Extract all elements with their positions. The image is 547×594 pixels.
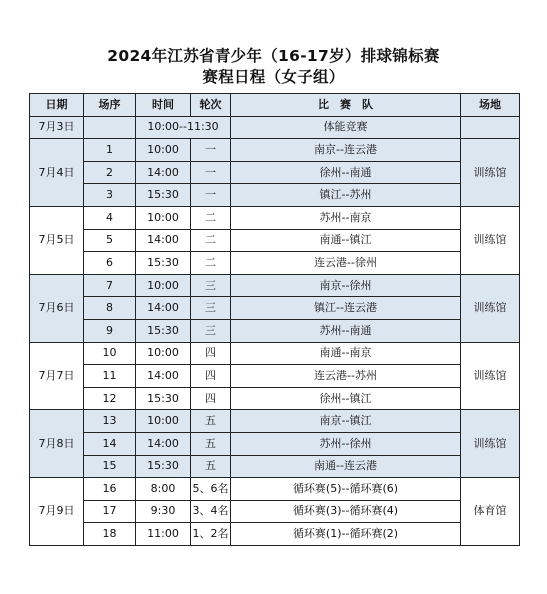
match-round-cell: 五: [191, 455, 231, 478]
day-venue-cell: 训练馆: [461, 139, 520, 207]
match-teams-cell: 徐州--南通: [231, 161, 461, 184]
match-time-cell: 14:00: [136, 432, 191, 455]
match-time-cell: 10:00: [136, 139, 191, 162]
intro-row: [30, 116, 520, 139]
match-round-cell: 一: [191, 139, 231, 162]
match-teams-cell: 镇江--苏州: [231, 184, 461, 207]
match-teams-cell: 循环赛(1)--循环赛(2): [231, 523, 461, 546]
match-no-cell: 8: [84, 297, 136, 320]
document-subtitle: 赛程日程（女子组）: [202, 68, 345, 86]
match-no-cell: 2: [84, 161, 136, 184]
match-no-cell: 10: [84, 342, 136, 365]
match-time-cell: 11:00: [136, 523, 191, 546]
match-teams-cell: 连云港--徐州: [231, 252, 461, 275]
table-row: [30, 184, 520, 207]
match-no-cell: 5: [84, 229, 136, 252]
match-teams-cell: 循环赛(5)--循环赛(6): [231, 478, 461, 501]
table-row: [30, 455, 520, 478]
match-no-cell: 13: [84, 410, 136, 433]
table-row: [30, 252, 520, 275]
match-no-cell: 17: [84, 500, 136, 523]
schedule-table: [29, 93, 520, 546]
match-time-cell: 10:00: [136, 410, 191, 433]
match-time-cell: 10:00: [136, 342, 191, 365]
bottom-fade: [0, 548, 547, 594]
intro-event: 体能竞赛: [231, 116, 461, 139]
match-round-cell: 四: [191, 365, 231, 388]
header-match-no: 场序: [84, 94, 136, 117]
match-teams-cell: 苏州--南通: [231, 319, 461, 342]
match-time-cell: 8:00: [136, 478, 191, 501]
intro-date: 7月3日: [30, 116, 84, 139]
intro-venue-empty: [461, 116, 520, 139]
day-date-cell: 7月4日: [30, 139, 84, 207]
match-time-cell: 15:30: [136, 455, 191, 478]
match-round-cell: 二: [191, 252, 231, 275]
match-no-cell: 18: [84, 523, 136, 546]
match-time-cell: 14:00: [136, 297, 191, 320]
day-date-cell: 7月5日: [30, 206, 84, 274]
match-round-cell: 一: [191, 184, 231, 207]
day-date-cell: 7月7日: [30, 342, 84, 410]
match-teams-cell: 循环赛(3)--循环赛(4): [231, 500, 461, 523]
table-row: [30, 365, 520, 388]
match-round-cell: 三: [191, 274, 231, 297]
day-date-cell: 7月6日: [30, 274, 84, 342]
day-venue-cell: 训练馆: [461, 410, 520, 478]
match-round-cell: 5、6名: [191, 478, 231, 501]
match-round-cell: 四: [191, 342, 231, 365]
table-row: [30, 478, 520, 501]
match-no-cell: 1: [84, 139, 136, 162]
header-teams: 比 赛 队: [231, 94, 461, 117]
header-venue: 场地: [461, 94, 520, 117]
match-teams-cell: 南京--徐州: [231, 274, 461, 297]
table-row: [30, 387, 520, 410]
table-row: [30, 229, 520, 252]
table-row: [30, 342, 520, 365]
match-teams-cell: 苏州--南京: [231, 206, 461, 229]
match-no-cell: 3: [84, 184, 136, 207]
table-row: [30, 319, 520, 342]
match-teams-cell: 南通--连云港: [231, 455, 461, 478]
match-round-cell: 3、4名: [191, 500, 231, 523]
match-round-cell: 三: [191, 297, 231, 320]
match-round-cell: 四: [191, 387, 231, 410]
match-teams-cell: 镇江--连云港: [231, 297, 461, 320]
match-time-cell: 14:00: [136, 161, 191, 184]
header-date: 日期: [30, 94, 84, 117]
match-no-cell: 6: [84, 252, 136, 275]
match-no-cell: 7: [84, 274, 136, 297]
table-row: [30, 432, 520, 455]
match-time-cell: 15:30: [136, 319, 191, 342]
day-venue-cell: 训练馆: [461, 274, 520, 342]
match-teams-cell: 连云港--苏州: [231, 365, 461, 388]
table-row: [30, 274, 520, 297]
match-time-cell: 14:00: [136, 365, 191, 388]
match-teams-cell: 苏州--徐州: [231, 432, 461, 455]
table-row: [30, 500, 520, 523]
intro-time: 10:00--11:30: [136, 116, 231, 139]
match-no-cell: 16: [84, 478, 136, 501]
header-time: 时间: [136, 94, 191, 117]
match-time-cell: 14:00: [136, 229, 191, 252]
day-venue-cell: 训练馆: [461, 206, 520, 274]
match-round-cell: 五: [191, 432, 231, 455]
table-row: [30, 297, 520, 320]
intro-empty-cell: [84, 116, 136, 139]
match-teams-cell: 南通--南京: [231, 342, 461, 365]
table-row: [30, 523, 520, 546]
match-teams-cell: 南京--镇江: [231, 410, 461, 433]
match-round-cell: 二: [191, 206, 231, 229]
day-date-cell: 7月8日: [30, 410, 84, 478]
match-time-cell: 9:30: [136, 500, 191, 523]
match-no-cell: 11: [84, 365, 136, 388]
table-row: [30, 139, 520, 162]
match-teams-cell: 南京--连云港: [231, 139, 461, 162]
day-venue-cell: 体育馆: [461, 478, 520, 546]
match-no-cell: 4: [84, 206, 136, 229]
table-row: [30, 410, 520, 433]
match-time-cell: 15:30: [136, 387, 191, 410]
match-time-cell: 10:00: [136, 206, 191, 229]
match-round-cell: 五: [191, 410, 231, 433]
table-row: [30, 161, 520, 184]
header-round: 轮次: [191, 94, 231, 117]
day-date-cell: 7月9日: [30, 478, 84, 546]
match-no-cell: 12: [84, 387, 136, 410]
document-title: 2024年江苏省青少年（16-17岁）排球锦标赛: [107, 47, 440, 65]
match-time-cell: 15:30: [136, 184, 191, 207]
match-no-cell: 9: [84, 319, 136, 342]
match-round-cell: 一: [191, 161, 231, 184]
match-round-cell: 1、2名: [191, 523, 231, 546]
match-teams-cell: 徐州--镇江: [231, 387, 461, 410]
match-no-cell: 15: [84, 455, 136, 478]
day-venue-cell: 训练馆: [461, 342, 520, 410]
table-row: [30, 206, 520, 229]
match-no-cell: 14: [84, 432, 136, 455]
match-round-cell: 三: [191, 319, 231, 342]
match-round-cell: 二: [191, 229, 231, 252]
match-teams-cell: 南通--镇江: [231, 229, 461, 252]
match-time-cell: 10:00: [136, 274, 191, 297]
match-time-cell: 15:30: [136, 252, 191, 275]
table-header-row: [30, 94, 520, 117]
